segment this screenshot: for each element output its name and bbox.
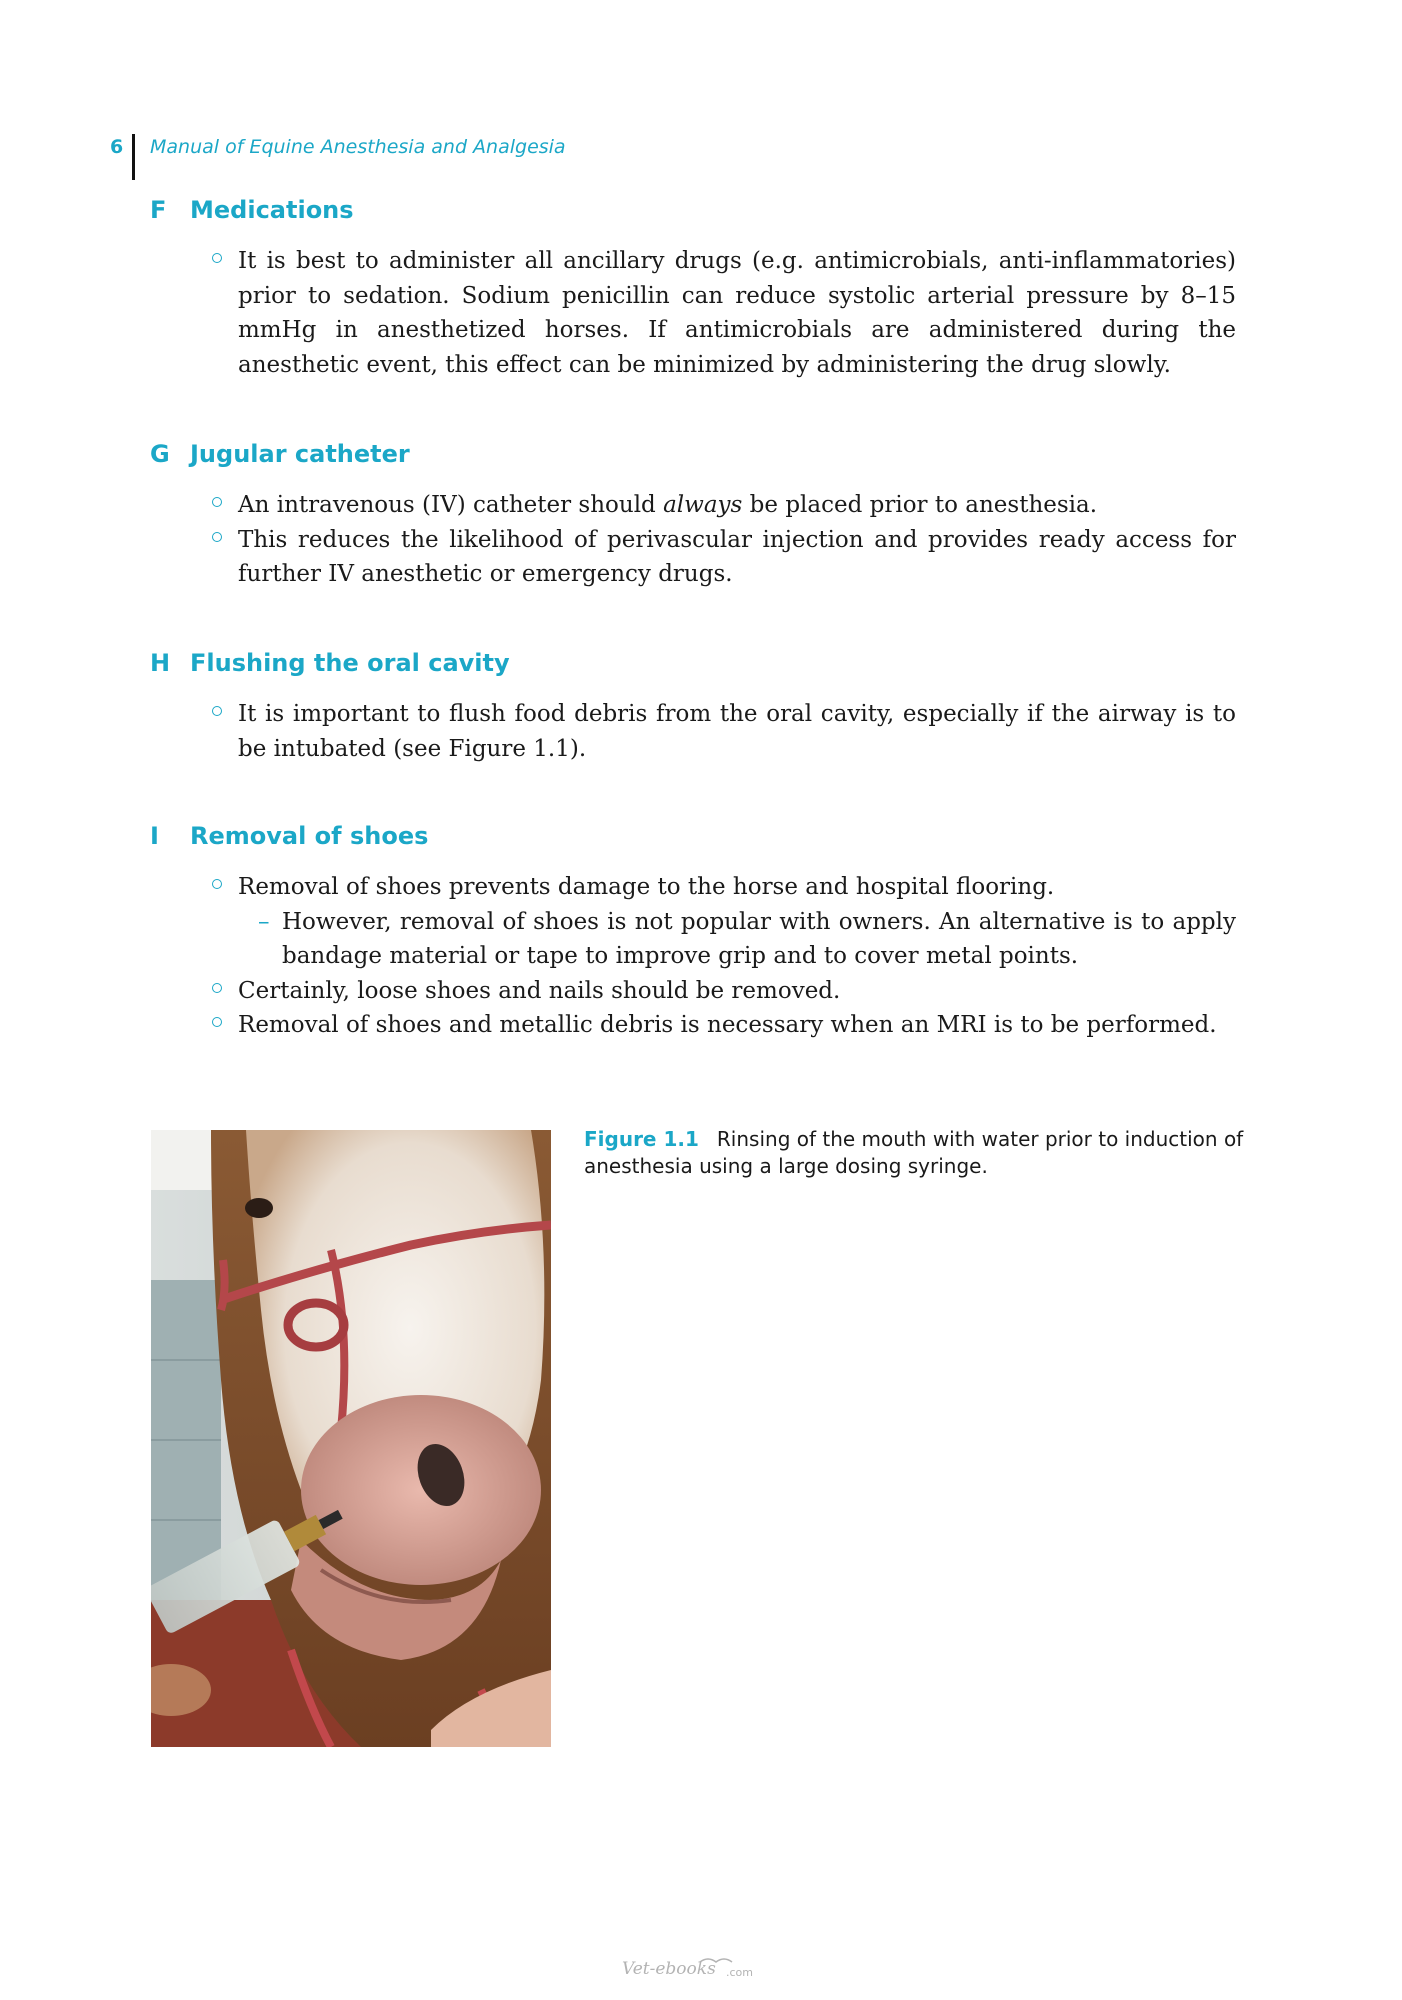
- list-item-text: It is best to administer all ancillary drugs (e.g. antimicrobials, anti-inflammatories) prior to sedation. Sodium penicillin can reduce systolic arterial pressure by 8–15 mmHg in anesthetized horses. If antimicrobials are administered during the anesthetic event, this effect can be minimized by administering the drug slowly.: [238, 248, 1236, 378]
- circle-bullet-icon: [212, 706, 222, 716]
- section-medications: [150, 196, 1236, 382]
- figure-caption-text: Rinsing of the mouth with water prior to induction of anesthesia using a large dosing syringe.: [584, 1127, 1244, 1178]
- section-heading: [150, 822, 1236, 856]
- bullet-list: [150, 244, 1236, 382]
- header-divider: [132, 134, 135, 180]
- section-letter: F: [150, 196, 167, 224]
- list-item-text: Removal of shoes prevents damage to the horse and hospital flooring.: [238, 874, 1055, 900]
- circle-bullet-icon: [212, 983, 222, 993]
- list-item-text: be placed prior to anesthesia.: [742, 492, 1098, 518]
- section-letter: H: [150, 649, 171, 677]
- list-item: [150, 697, 1236, 766]
- list-item-text: Removal of shoes and metallic debris is necessary when an MRI is to be performed.: [238, 1012, 1217, 1038]
- section-flushing-oral-cavity: [150, 649, 1236, 766]
- list-item: [150, 244, 1236, 382]
- section-removal-of-shoes: [150, 822, 1236, 1043]
- bullet-list: [150, 697, 1236, 766]
- horse-photo-illustration: [151, 1130, 551, 1747]
- figure-photo-horse-mouth-rinse: [151, 1130, 551, 1747]
- bullet-list: [150, 870, 1236, 1043]
- dash-bullet-icon: –: [258, 908, 270, 935]
- sub-list-item: [150, 905, 1236, 974]
- list-item-text: This reduces the likelihood of perivascular injection and provides ready access for further IV anesthetic or emergency drugs.: [238, 526, 1236, 587]
- page-number: 6: [110, 136, 124, 158]
- svg-text:Vet-ebooks: Vet-ebooks: [622, 1959, 716, 1979]
- section-title: Medications: [190, 196, 354, 224]
- list-item-text: Certainly, loose shoes and nails should be removed.: [238, 977, 841, 1004]
- watermark-logo-icon: [620, 1956, 780, 1982]
- section-letter: G: [150, 440, 170, 468]
- emphasis-text: always: [663, 492, 743, 518]
- watermark-logo: [620, 1956, 780, 1982]
- bullet-list: [150, 488, 1236, 592]
- list-item: [150, 974, 1236, 1009]
- section-jugular-catheter: [150, 440, 1236, 592]
- figure-label: Figure 1.1: [584, 1127, 699, 1151]
- list-item: [150, 523, 1236, 592]
- circle-bullet-icon: [212, 497, 222, 507]
- section-heading: [150, 196, 1236, 230]
- circle-bullet-icon: [212, 1017, 222, 1027]
- book-title: Manual of Equine Anesthesia and Analgesia: [150, 136, 566, 158]
- section-heading: [150, 440, 1236, 474]
- section-title: Flushing the oral cavity: [190, 649, 510, 677]
- circle-bullet-icon: [212, 532, 222, 542]
- circle-bullet-icon: [212, 879, 222, 889]
- section-title: Jugular catheter: [190, 440, 410, 468]
- list-item: [150, 488, 1236, 523]
- svg-text:.com: .com: [726, 1966, 753, 1979]
- list-item: [150, 1008, 1236, 1043]
- section-heading: [150, 649, 1236, 683]
- list-item-text: It is important to flush food debris from the oral cavity, especially if the airway is to be intubated (see Figure 1.1).: [238, 701, 1236, 762]
- list-item-text: An intravenous (IV) catheter should: [238, 492, 664, 518]
- sub-list-item-text: However, removal of shoes is not popular with owners. An alternative is to apply bandage material or tape to improve grip and to cover metal points.: [282, 908, 1236, 969]
- list-item: [150, 870, 1236, 905]
- section-title: Removal of shoes: [190, 822, 429, 850]
- section-letter: I: [150, 822, 159, 850]
- figure-caption: [584, 1126, 1244, 1180]
- circle-bullet-icon: [212, 253, 222, 263]
